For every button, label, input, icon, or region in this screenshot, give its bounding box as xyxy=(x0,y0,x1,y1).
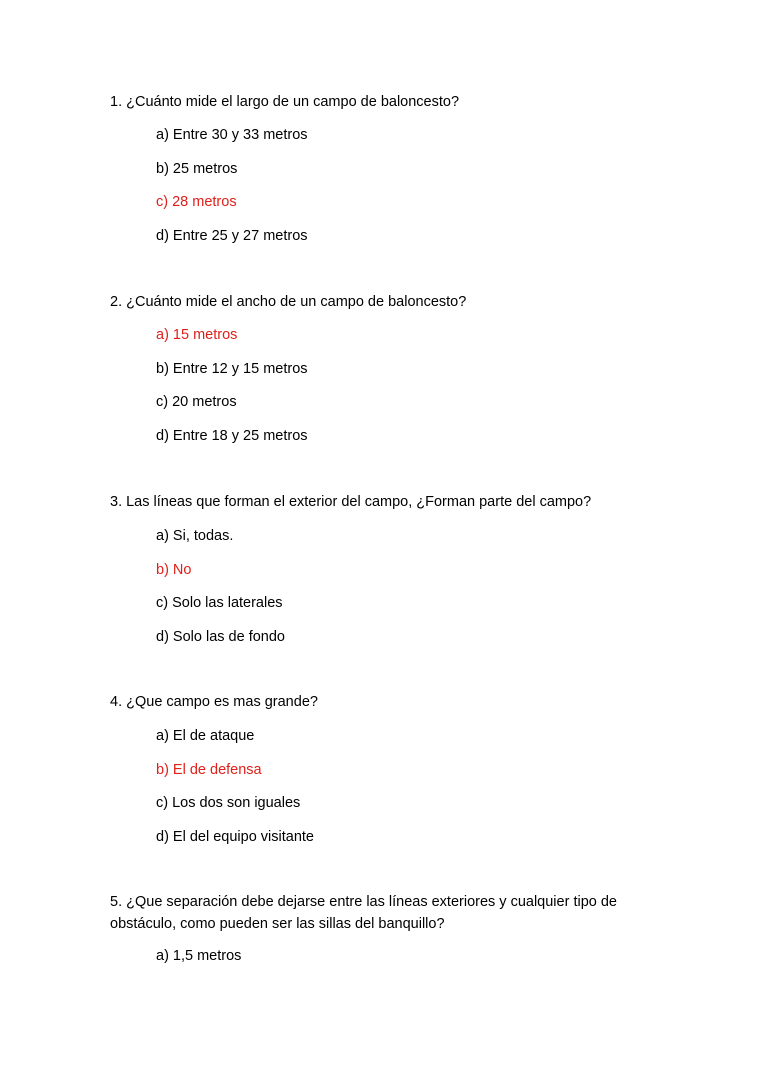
option-3c: c) Solo las laterales xyxy=(156,595,283,611)
question-3: 3. Las líneas que forman el exterior del campo, ¿Forman parte del campo? xyxy=(110,494,592,510)
option-3b-correct: b) No xyxy=(156,561,192,578)
option-4d: d) El del equipo visitante xyxy=(156,828,314,845)
option-1d: d) Entre 25 y 27 metros xyxy=(156,227,308,244)
question-5: 5. ¿Que separación debe dejarse entre las líneas exteriores y cualquier tipo de obstáculo, como pueden ser las sillas del banquillo? xyxy=(110,894,617,932)
question-2: 2. ¿Cuánto mide el ancho de un campo de baloncesto? xyxy=(110,294,467,310)
option-2c: c) 20 metros xyxy=(156,394,237,410)
option-4b-correct: b) El de defensa xyxy=(156,761,262,778)
question-4-options xyxy=(156,725,656,859)
question-1: 1. ¿Cuánto mide el largo de un campo de baloncesto? xyxy=(110,94,460,110)
option-3a: a) Si, todas. xyxy=(156,528,234,544)
option-4a: a) El de ataque xyxy=(156,728,255,744)
question-1-options xyxy=(156,124,656,258)
option-3d: d) Solo las de fondo xyxy=(156,628,285,645)
option-2a-correct: a) 15 metros xyxy=(156,327,238,343)
question-4: 4. ¿Que campo es mas grande? xyxy=(110,694,318,710)
option-1b: b) 25 metros xyxy=(156,160,238,177)
question-5-options xyxy=(156,945,656,979)
question-3-options xyxy=(156,525,656,659)
option-5a: a) 1,5 metros xyxy=(156,948,242,964)
option-2b: b) Entre 12 y 15 metros xyxy=(156,360,308,377)
question-2-options xyxy=(156,324,656,458)
option-2d: d) Entre 18 y 25 metros xyxy=(156,427,308,444)
option-1a: a) Entre 30 y 33 metros xyxy=(156,127,308,143)
option-4c: c) Los dos son iguales xyxy=(156,795,301,811)
option-1c-correct: c) 28 metros xyxy=(156,194,237,210)
